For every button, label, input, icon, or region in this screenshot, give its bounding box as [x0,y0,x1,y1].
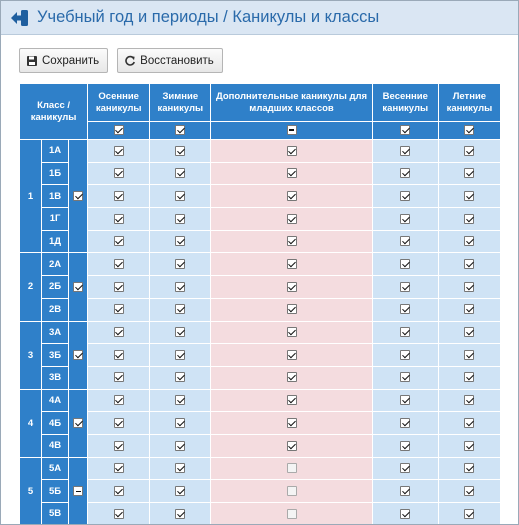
vacation-checkbox[interactable] [400,372,410,382]
vacation-cell [88,389,150,412]
column-select-all-checkbox[interactable] [464,125,474,135]
vacation-checkbox[interactable] [114,486,124,496]
vacation-checkbox[interactable] [114,214,124,224]
vacation-cell [372,276,438,299]
class-label: 5В [42,503,69,525]
table-row [20,434,501,457]
toolbar [19,48,223,73]
column-select-all-cell [88,122,150,140]
class-label: 4А [42,389,69,412]
vacation-cell [150,253,211,276]
table-row [20,389,501,412]
grade-select-cell [69,389,88,457]
vacation-cell [150,321,211,344]
vacation-checkbox[interactable] [287,236,297,246]
vacation-cell [88,412,150,435]
table-row [20,344,501,367]
vacation-cell [88,434,150,457]
vacation-checkbox[interactable] [114,236,124,246]
vacation-cell [372,480,438,503]
vacation-cell [88,276,150,299]
vacation-cell [372,298,438,321]
title-bar [1,1,518,35]
vacation-checkbox[interactable] [464,259,474,269]
vacation-cell [438,140,500,163]
grade-select-cell [69,253,88,321]
vacation-checkbox[interactable] [287,486,297,496]
vacation-checkbox[interactable] [400,214,410,224]
table-row [20,321,501,344]
vacation-checkbox[interactable] [175,463,185,473]
column-label: Летние каникулы [446,90,493,114]
table-row [20,185,501,208]
vacation-checkbox[interactable] [175,395,185,405]
vacation-checkbox[interactable] [175,327,185,337]
class-label: 1Б [42,162,69,185]
class-label: 1Д [42,230,69,253]
vacation-cell [372,366,438,389]
column-label: Весенние каникулы [382,90,429,114]
vacation-cell [88,185,150,208]
column-label: Зимние каникулы [157,90,204,114]
vacation-cell [372,253,438,276]
vacation-cell [211,208,372,231]
table-row [20,253,501,276]
vacation-cell [211,503,372,525]
restore-button[interactable] [117,48,223,73]
table-row [20,480,501,503]
vacation-checkbox[interactable] [175,486,185,496]
vacation-checkbox[interactable] [175,418,185,428]
vacation-cell [211,366,372,389]
vacation-checkbox[interactable] [400,282,410,292]
column-label: Осенние каникулы [95,90,142,114]
vacation-cell [438,208,500,231]
grade-label: 2 [20,253,42,321]
vacation-checkbox[interactable] [114,372,124,382]
vacation-checkbox[interactable] [464,191,474,201]
vacation-cell [372,208,438,231]
vacation-checkbox[interactable] [114,191,124,201]
vacation-cell [88,230,150,253]
column-select-all-cell [211,122,372,140]
table-row [20,162,501,185]
vacation-checkbox[interactable] [400,236,410,246]
vacation-cell [211,185,372,208]
vacation-checkbox[interactable] [464,418,474,428]
vacation-cell [438,366,500,389]
vacation-checkbox[interactable] [464,395,474,405]
grade-label: 1 [20,140,42,253]
vacation-checkbox[interactable] [114,509,124,519]
column-select-all-cell [150,122,211,140]
table-row [20,298,501,321]
vacation-checkbox[interactable] [464,350,474,360]
class-label: 5Б [42,480,69,503]
vacation-checkbox[interactable] [287,509,297,519]
vacation-cell [88,480,150,503]
grade-label: 4 [20,389,42,457]
vacation-cell [438,412,500,435]
vacation-checkbox[interactable] [114,441,124,451]
vacation-cell [211,457,372,480]
vacation-checkbox[interactable] [114,146,124,156]
vacation-checkbox[interactable] [114,304,124,314]
vacation-cell [211,321,372,344]
column-select-all-checkbox[interactable] [114,125,124,135]
vacation-checkbox[interactable] [114,168,124,178]
vacation-checkbox[interactable] [114,259,124,269]
vacation-cell [438,389,500,412]
vacation-cell [150,140,211,163]
vacation-checkbox[interactable] [287,214,297,224]
vacation-cell [211,276,372,299]
corner-header [20,84,88,140]
vacation-checkbox[interactable] [287,282,297,292]
vacation-checkbox[interactable] [400,350,410,360]
column-select-all-checkbox[interactable] [400,125,410,135]
vacation-cell [438,344,500,367]
vacation-checkbox[interactable] [464,486,474,496]
vacation-checkbox[interactable] [464,372,474,382]
grade-select-cell [69,140,88,253]
column-header-autumn [88,84,150,122]
vacation-cell [211,412,372,435]
vacation-checkbox[interactable] [175,146,185,156]
vacation-checkbox[interactable] [464,304,474,314]
vacation-checkbox[interactable] [464,327,474,337]
vacation-cell [438,480,500,503]
grade-select-cell [69,321,88,389]
column-select-all-checkbox[interactable] [287,125,297,135]
grade-select-checkbox[interactable] [73,418,83,428]
vacation-checkbox[interactable] [114,327,124,337]
vacation-checkbox[interactable] [287,350,297,360]
class-label: 2В [42,298,69,321]
vacations-classes-grid [19,83,501,525]
back-arrow-icon[interactable] [9,8,31,28]
vacation-checkbox[interactable] [464,214,474,224]
column-select-all-checkbox[interactable] [175,125,185,135]
vacation-checkbox[interactable] [464,236,474,246]
grade-select-cell [69,457,88,525]
vacation-cell [438,185,500,208]
vacation-checkbox[interactable] [400,509,410,519]
class-label: 3В [42,366,69,389]
vacation-checkbox[interactable] [400,418,410,428]
vacation-checkbox[interactable] [175,509,185,519]
vacation-cell [211,344,372,367]
class-label: 4В [42,434,69,457]
class-label: 1В [42,185,69,208]
vacation-cell [438,503,500,525]
vacation-checkbox[interactable] [400,486,410,496]
vacation-checkbox[interactable] [175,350,185,360]
column-select-all-cell [372,122,438,140]
vacation-checkbox[interactable] [287,191,297,201]
class-label: 4Б [42,412,69,435]
vacation-cell [438,276,500,299]
column-header-summer [438,84,500,122]
vacation-cell [88,366,150,389]
vacation-checkbox[interactable] [287,418,297,428]
vacation-cell [372,434,438,457]
vacation-cell [438,253,500,276]
class-label: 3А [42,321,69,344]
class-label: 1Г [42,208,69,231]
vacation-cell [438,321,500,344]
vacation-checkbox[interactable] [175,372,185,382]
vacation-cell [88,344,150,367]
vacation-checkbox[interactable] [175,259,185,269]
vacation-cell [372,185,438,208]
vacation-checkbox[interactable] [114,350,124,360]
vacation-cell [372,389,438,412]
vacation-checkbox[interactable] [175,236,185,246]
vacation-cell [438,162,500,185]
vacation-cell [372,230,438,253]
floppy-disk-icon [26,55,38,67]
class-label: 5А [42,457,69,480]
vacation-cell [438,230,500,253]
vacation-checkbox[interactable] [114,395,124,405]
vacation-checkbox[interactable] [464,282,474,292]
vacation-cell [372,503,438,525]
table-row [20,412,501,435]
vacation-checkbox[interactable] [287,327,297,337]
vacation-cell [372,162,438,185]
vacation-cell [150,344,211,367]
vacation-checkbox[interactable] [400,304,410,314]
table-row [20,276,501,299]
vacation-checkbox[interactable] [400,191,410,201]
vacation-cell [88,208,150,231]
vacation-checkbox[interactable] [114,418,124,428]
vacation-cell [88,162,150,185]
vacation-cell [372,344,438,367]
grade-select-checkbox[interactable] [73,486,83,496]
vacation-checkbox[interactable] [464,509,474,519]
table-row [20,457,501,480]
vacation-checkbox[interactable] [175,282,185,292]
grade-select-checkbox[interactable] [73,350,83,360]
vacation-cell [150,389,211,412]
column-header-additional [211,84,372,122]
vacation-cell [150,480,211,503]
vacation-cell [372,140,438,163]
grade-select-checkbox[interactable] [73,191,83,201]
vacation-cell [88,321,150,344]
vacation-cell [211,389,372,412]
vacation-cell [372,457,438,480]
vacation-cell [88,457,150,480]
vacation-cell [211,140,372,163]
vacation-checkbox[interactable] [287,372,297,382]
vacation-cell [150,185,211,208]
vacation-cell [211,230,372,253]
vacation-checkbox[interactable] [287,146,297,156]
vacation-checkbox[interactable] [175,214,185,224]
save-button[interactable] [19,48,108,73]
vacation-cell [211,434,372,457]
vacation-checkbox[interactable] [464,146,474,156]
vacation-checkbox[interactable] [175,441,185,451]
vacation-cell [150,457,211,480]
vacation-checkbox[interactable] [464,168,474,178]
vacation-checkbox[interactable] [287,441,297,451]
vacation-cell [150,208,211,231]
vacation-cell [150,434,211,457]
grade-select-checkbox[interactable] [73,282,83,292]
vacation-checkbox[interactable] [400,395,410,405]
vacation-checkbox[interactable] [464,441,474,451]
vacation-checkbox[interactable] [287,259,297,269]
vacation-cell [150,503,211,525]
vacation-cell [88,253,150,276]
vacation-checkbox[interactable] [175,304,185,314]
class-label: 2А [42,253,69,276]
vacation-checkbox[interactable] [114,282,124,292]
vacation-cell [211,162,372,185]
vacation-cell [150,276,211,299]
vacation-cell [211,253,372,276]
vacation-cell [211,298,372,321]
save-button-label: Сохранить [42,54,100,67]
vacation-cell [438,457,500,480]
table-row [20,140,501,163]
class-label: 2Б [42,276,69,299]
vacation-checkbox[interactable] [287,463,297,473]
corner-label: Класс / каникулы [30,99,77,123]
class-label: 3Б [42,344,69,367]
page-title: Учебный год и периоды / Каникулы и классы [37,8,380,26]
restore-button-label: Восстановить [140,54,214,67]
column-header-spring [372,84,438,122]
vacation-cell [372,412,438,435]
vacation-cell [438,298,500,321]
vacation-checkbox[interactable] [287,168,297,178]
vacation-checkbox[interactable] [114,463,124,473]
column-header-winter [150,84,211,122]
vacation-cell [211,480,372,503]
vacation-checkbox[interactable] [287,395,297,405]
vacation-checkbox[interactable] [400,259,410,269]
table-row [20,208,501,231]
grade-label: 3 [20,321,42,389]
table-row [20,230,501,253]
class-label: 1А [42,140,69,163]
vacation-cell [150,230,211,253]
vacation-cell [438,434,500,457]
refresh-icon [124,55,136,67]
table-row [20,503,501,525]
vacation-checkbox[interactable] [464,463,474,473]
vacation-cell [372,321,438,344]
vacation-checkbox[interactable] [400,146,410,156]
vacation-checkbox[interactable] [400,168,410,178]
grade-label: 5 [20,457,42,525]
vacation-cell [88,503,150,525]
vacation-cell [88,140,150,163]
column-select-all-cell [438,122,500,140]
vacation-checkbox[interactable] [175,168,185,178]
vacation-checkbox[interactable] [175,191,185,201]
vacation-checkbox[interactable] [287,304,297,314]
vacation-checkbox[interactable] [400,463,410,473]
vacation-checkbox[interactable] [400,327,410,337]
vacation-cell [150,412,211,435]
vacation-cell [150,162,211,185]
vacation-checkbox[interactable] [400,441,410,451]
vacation-cell [88,298,150,321]
vacation-cell [150,298,211,321]
table-row [20,366,501,389]
column-label: Дополнительные каникулы для младших классов [215,90,368,114]
vacation-cell [150,366,211,389]
